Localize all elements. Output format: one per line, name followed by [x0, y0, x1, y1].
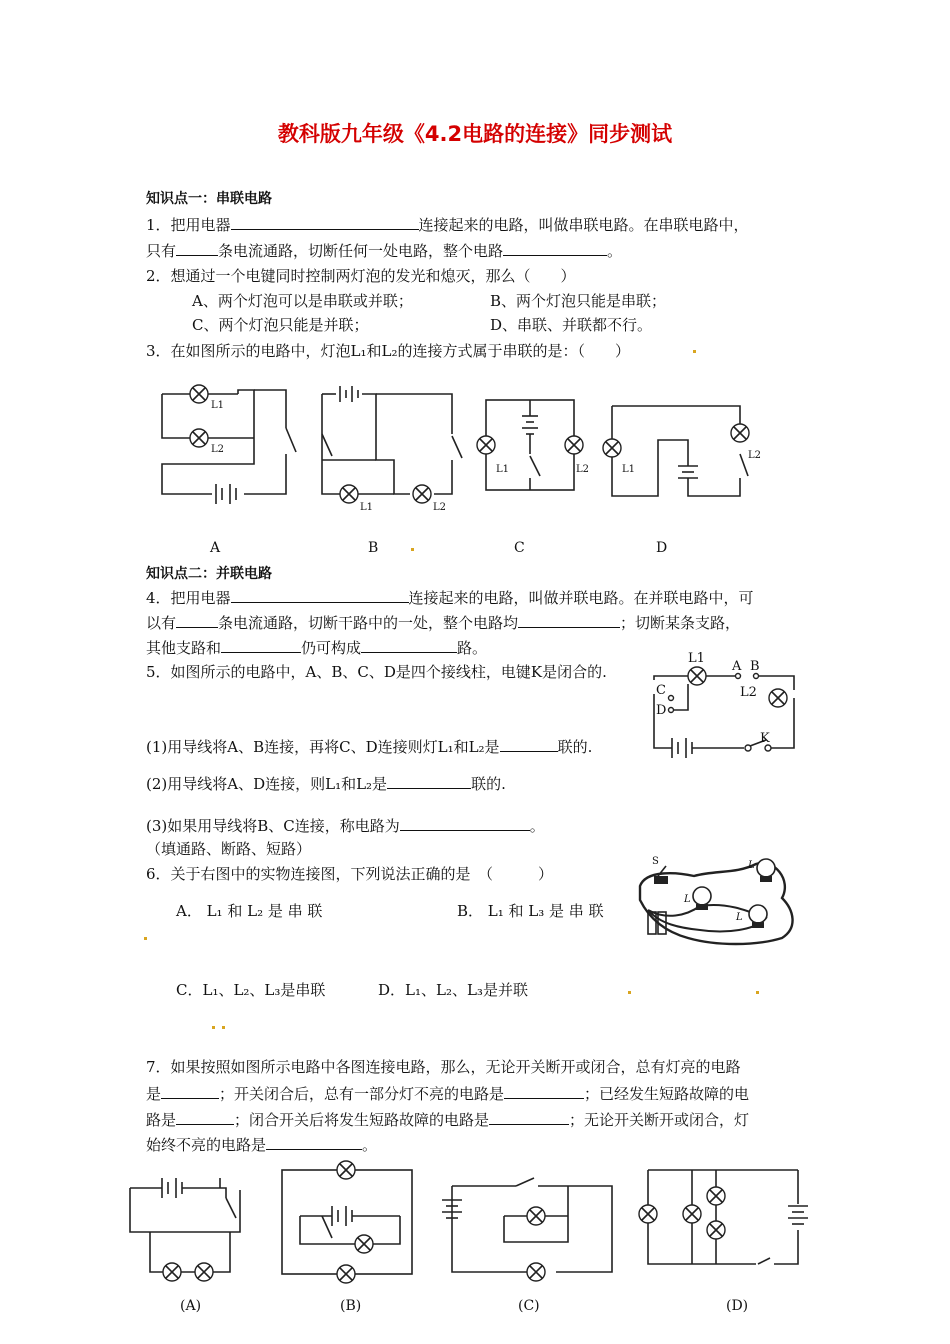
circuit-a	[130, 1178, 240, 1281]
q5-part-3-suffix: 。	[529, 817, 545, 835]
answer-blank[interactable]	[176, 240, 218, 256]
question-4-line-3	[146, 637, 487, 658]
q4-text-g: 仍可构成	[301, 639, 362, 657]
q4-text-e: ；切断某条支路，	[620, 614, 741, 632]
q7-text: ；已经发生短路故障的电	[584, 1085, 750, 1103]
q3-circuit-diagrams	[150, 380, 790, 520]
decorative-dot	[222, 1026, 225, 1029]
q6-option-b[interactable]: B． L₁ 和 L₃ 是 串 联	[457, 902, 604, 920]
answer-blank[interactable]	[361, 637, 457, 653]
label-l-3: L	[736, 912, 743, 923]
label-l2: L2	[740, 685, 757, 700]
decorative-dot	[628, 991, 631, 994]
q5-part-1-suffix: 联的.	[557, 738, 593, 756]
question-7-line-3	[146, 1109, 749, 1130]
answer-blank[interactable]	[176, 1109, 234, 1125]
answer-blank[interactable]	[400, 815, 530, 831]
decorative-dot	[212, 1026, 215, 1029]
label-s: S	[652, 856, 659, 867]
answer-blank[interactable]	[500, 736, 558, 752]
q3-figure-label-b: B	[368, 540, 379, 556]
q7-text: 始终不亮的电路是	[146, 1136, 267, 1154]
q5-part-2-text: (2)用导线将A、D连接，则L₁和L₂是	[146, 775, 388, 793]
decorative-dot	[756, 991, 759, 994]
page-title: 教科版九年级《4.2电路的连接》同步测试	[277, 122, 673, 146]
label-k: K	[760, 731, 770, 746]
circuit-a	[162, 385, 296, 504]
label-l2: L2	[576, 464, 590, 475]
q7-text: ；无论开关断开或闭合，灯	[569, 1111, 750, 1129]
q6-option-a[interactable]: A． L₁ 和 L₂ 是 串 联	[176, 902, 323, 920]
label-l1: L1	[360, 502, 374, 513]
decorative-dot	[693, 350, 696, 353]
label-b: B	[750, 659, 760, 674]
q4-text-f: 其他支路和	[146, 639, 222, 657]
label-l2: L2	[211, 444, 225, 455]
label-l-1: L	[748, 860, 755, 871]
answer-blank[interactable]	[221, 637, 301, 653]
q2-option-a[interactable]: A、两个灯泡可以是串联或并联；	[192, 292, 413, 310]
q5-circuit-diagram	[648, 648, 798, 756]
q6-physical-circuit-image	[636, 850, 798, 950]
q2-option-b[interactable]: B、两个灯泡只能是串联；	[490, 292, 667, 310]
label-l1: L1	[622, 464, 636, 475]
question-5-part-1	[146, 736, 592, 757]
q7-figure-label-c: (C)	[518, 1298, 540, 1314]
q1-text-c: 只有	[146, 242, 177, 260]
q4-text-h: 路。	[457, 639, 488, 657]
label-l1: L1	[496, 464, 510, 475]
q4-text-c: 以有	[146, 614, 177, 632]
section-heading-series: 知识点一：串联电路	[146, 191, 272, 207]
circuit-d	[603, 406, 761, 496]
label-l-2: L	[684, 894, 691, 905]
q4-text-b: 连接起来的电路，叫做并联电路。在并联电路中，可	[408, 589, 754, 607]
q1-text-d: 条电流通路，切断任何一处电路，整个电路	[218, 242, 504, 260]
question-4-line-1	[146, 587, 754, 608]
section-heading-parallel: 知识点二：并联电路	[146, 566, 272, 582]
label-l2: L2	[433, 502, 447, 513]
q6-option-d[interactable]: D．L₁、L₂、L₃是并联	[378, 981, 528, 999]
q2-option-d[interactable]: D、串联、并联都不行。	[490, 316, 653, 334]
question-7-line-4	[146, 1134, 377, 1155]
answer-blank[interactable]	[387, 773, 471, 789]
circuit-b	[282, 1161, 412, 1283]
answer-blank[interactable]	[161, 1083, 219, 1099]
answer-blank[interactable]	[504, 1083, 584, 1099]
q7-text: ；开关闭合后，总有一部分灯不亮的电路是	[219, 1085, 505, 1103]
q5-part-3-text: (3)如果用导线将B、C连接，称电路为	[146, 817, 400, 835]
question-6-stem: 6．关于右图中的实物连接图，下列说法正确的是 （ ）	[146, 865, 554, 883]
label-a: A	[732, 659, 742, 674]
question-1-line-1	[146, 214, 749, 235]
q7-circuit-diagrams	[126, 1160, 816, 1290]
q4-text-a: 4．把用电器	[146, 589, 231, 607]
answer-blank[interactable]	[231, 587, 409, 603]
question-5-part-2	[146, 773, 506, 794]
question-5-note: （填通路、断路、短路）	[146, 840, 312, 858]
answer-blank[interactable]	[503, 240, 607, 256]
q4-text-d: 条电流通路，切断干路中的一处，整个电路均	[218, 614, 519, 632]
answer-blank[interactable]	[489, 1109, 569, 1125]
label-l1: L1	[688, 651, 705, 666]
q7-figure-label-a: (A)	[180, 1298, 202, 1314]
q7-figure-label-d: (D)	[726, 1298, 749, 1314]
q5-part-1-text: (1)用导线将A、B连接，再将C、D连接则灯L₁和L₂是	[146, 738, 500, 756]
question-3-stem: 3．在如图所示的电路中，灯泡L₁和L₂的连接方式属于串联的是：（ ）	[146, 342, 630, 360]
question-7-line-2	[146, 1083, 749, 1104]
q7-text: 路是	[146, 1111, 177, 1129]
q7-text: 是	[146, 1085, 162, 1103]
q1-text-b: 连接起来的电路，叫做串联电路。在串联电路中，	[418, 216, 749, 234]
question-4-line-2	[146, 612, 740, 633]
question-1-line-2	[146, 240, 622, 261]
label-l2: L2	[748, 450, 762, 461]
q7-figure-label-b: (B)	[340, 1298, 362, 1314]
decorative-dot	[411, 548, 414, 551]
circuit-d	[639, 1170, 808, 1264]
answer-blank[interactable]	[266, 1134, 362, 1150]
question-5-part-3	[146, 815, 545, 836]
circuit-b	[322, 386, 462, 513]
label-l1: L1	[211, 400, 225, 411]
question-2-stem: 2．想通过一个电键同时控制两灯泡的发光和熄灭，那么（ ）	[146, 267, 576, 285]
question-7-line-1: 7．如果按照如图所示电路中各图连接电路，那么，无论开关断开或闭合，总有灯亮的电路	[146, 1058, 741, 1076]
label-c: C	[656, 683, 666, 698]
q6-option-c[interactable]: C．L₁、L₂、L₃是串联	[176, 981, 326, 999]
q1-text-e: 。	[607, 242, 623, 260]
q2-option-c[interactable]: C、两个灯泡只能是并联；	[192, 316, 369, 334]
circuit-c	[442, 1178, 612, 1281]
q5-part-2-suffix: 联的.	[471, 775, 506, 793]
label-d: D	[656, 703, 667, 718]
decorative-dot	[144, 937, 147, 940]
q3-figure-label-a: A	[210, 540, 221, 556]
q3-figure-label-c: C	[514, 540, 525, 556]
q7-text: ；闭合开关后将发生短路故障的电路是	[234, 1111, 490, 1129]
q1-text-a: 1．把用电器	[146, 216, 231, 234]
q3-figure-label-d: D	[656, 540, 668, 556]
question-5-stem: 5．如图所示的电路中，A、B、C、D是四个接线柱，电键K是闭合的.	[146, 663, 607, 681]
answer-blank[interactable]	[231, 214, 419, 230]
q7-text: 。	[362, 1136, 378, 1154]
circuit-c	[477, 400, 589, 490]
answer-blank[interactable]	[518, 612, 620, 628]
answer-blank[interactable]	[176, 612, 218, 628]
